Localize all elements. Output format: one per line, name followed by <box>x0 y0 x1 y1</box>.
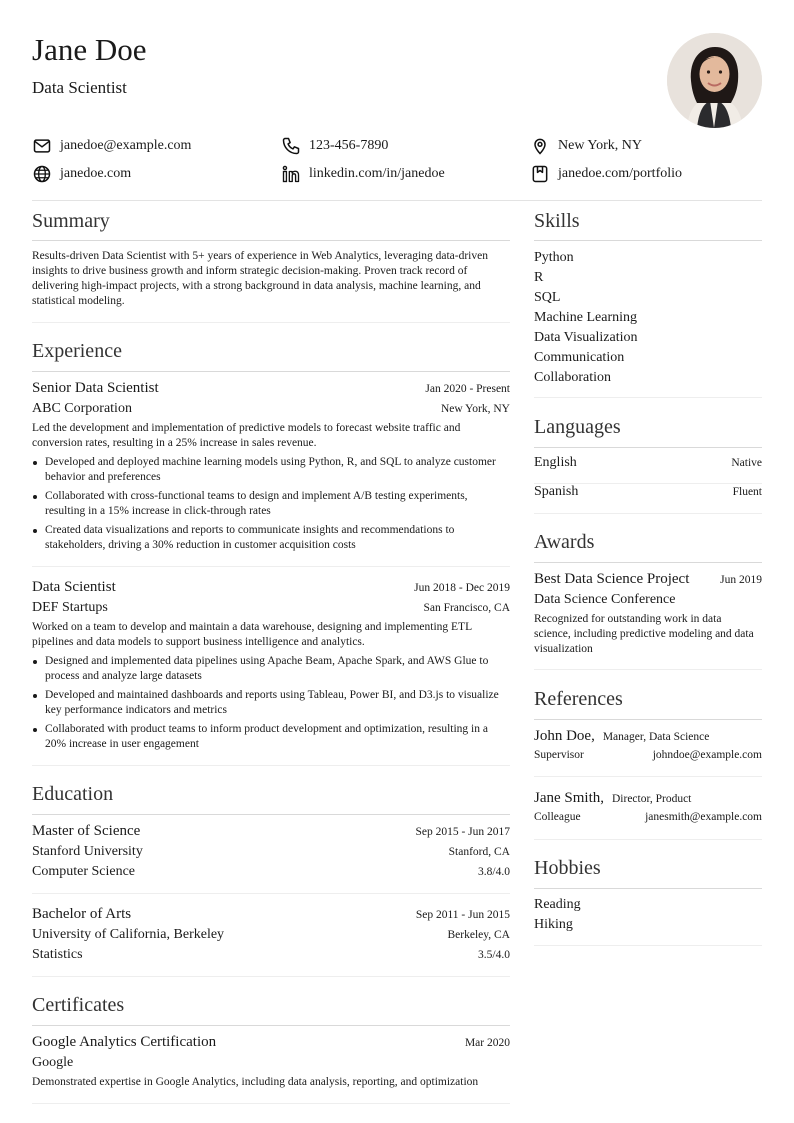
language-name: English <box>534 455 577 470</box>
resume-page <box>32 0 762 1123</box>
summary-text: Results-driven Data Scientist with 5+ years of experience in Web Analytics, leveraging data-driven insights to drive business growth and inform strategic decision-making. Proven track record of delivering high-impact projects, with a strong background in data analysis, machine learning, and statistical modeling. <box>32 250 488 307</box>
bullet-item: Created data visualizations and reports to communicate insights and recommendations to stakeholders, driving a 30% reduction in customer acquisition costs <box>32 523 510 553</box>
award-date: Jun 2019 <box>720 574 762 586</box>
section-divider <box>32 765 510 766</box>
job-location: New York, NY <box>440 403 510 415</box>
skill-item: Python <box>534 250 574 265</box>
languages-heading: Languages <box>534 416 621 438</box>
award-title: Best Data Science Project <box>534 571 690 587</box>
hobbies-heading: Hobbies <box>534 857 601 879</box>
section-divider <box>534 669 762 670</box>
section-divider <box>534 513 762 514</box>
reference-email[interactable]: janesmith@example.com <box>645 811 762 823</box>
reference-relation: Supervisor <box>534 749 584 761</box>
school-name: Stanford University <box>32 844 143 859</box>
certificate-issuer: Google <box>32 1055 74 1070</box>
language-level: Fluent <box>732 486 762 498</box>
award-description: Recognized for outstanding work in data science, including predictive modeling and data visualization <box>534 613 754 655</box>
certificates-rule <box>32 1025 510 1026</box>
edu-dates: Sep 2015 - Jun 2017 <box>415 826 510 838</box>
skills-rule <box>534 240 762 241</box>
summary-rule <box>32 240 510 241</box>
degree: Bachelor of Arts <box>32 906 132 922</box>
hobby-item: Reading <box>534 897 581 912</box>
reference-relation: Colleague <box>534 811 581 823</box>
experience-heading: Experience <box>32 340 122 362</box>
awards-heading: Awards <box>534 531 595 553</box>
job-title: Data Scientist <box>32 78 127 97</box>
main-column <box>32 0 510 1123</box>
section-divider <box>32 976 510 977</box>
job-dates: Jun 2018 - Dec 2019 <box>414 582 510 594</box>
certificate-date: Mar 2020 <box>464 1037 510 1049</box>
job-description: Worked on a team to develop and maintain a data warehouse, designing and implementing ETL pipelines and data models to support business intelligence and analytics. <box>32 621 472 648</box>
languages-rule <box>534 447 762 448</box>
language-level: Native <box>731 457 762 469</box>
job-dates: Jan 2020 - Present <box>425 383 510 395</box>
hobby-item: Hiking <box>534 917 573 932</box>
bullet-item: Developed and maintained dashboards and reports using Tableau, Power BI, and D3.js to visualize key performance indicators and metrics <box>32 688 510 718</box>
bullet-item: Designed and implemented data pipelines using Apache Beam, Apache Spark, and AWS Glue to process and analyze large datasets <box>32 654 510 684</box>
skill-item: Data Visualization <box>534 330 638 345</box>
bullet-item: Collaborated with cross-functional teams to design and implement A/B testing experiments, resulting in a 15% increase in click-through rates <box>32 489 510 519</box>
item-divider <box>32 566 510 567</box>
job-role: Senior Data Scientist <box>32 380 159 396</box>
skill-item: Collaboration <box>534 370 611 385</box>
job-location: San Francisco, CA <box>423 602 510 614</box>
website-text: janedoe.com <box>60 166 132 181</box>
edu-dates: Sep 2011 - Jun 2015 <box>415 909 510 921</box>
skill-item: R <box>534 270 544 285</box>
language-item <box>534 484 762 500</box>
bullet-item: Developed and deployed machine learning models using Python, R, and SQL to analyze customer behavior and preferences <box>32 455 510 485</box>
section-divider <box>534 839 762 840</box>
job-description: Led the development and implementation of predictive models to forecast website traffic and conversion rates, resulting in a 25% increase in sales revenue. <box>32 422 461 449</box>
section-divider <box>534 945 762 946</box>
reference-name: John Doe, <box>534 728 595 744</box>
references-heading: References <box>534 688 623 710</box>
sidebar-column <box>534 0 762 1123</box>
degree: Master of Science <box>32 823 141 839</box>
awards-rule <box>534 562 762 563</box>
reference-position: Manager, Data Science <box>602 731 710 743</box>
language-item <box>534 455 762 471</box>
certificate-name: Google Analytics Certification <box>32 1034 217 1050</box>
experience-rule <box>32 371 510 372</box>
hobbies-rule <box>534 888 762 889</box>
item-divider <box>534 776 762 777</box>
job-bullets <box>32 654 510 756</box>
skill-item: SQL <box>534 290 561 305</box>
field-of-study: Statistics <box>32 947 83 962</box>
edu-location: Berkeley, CA <box>447 929 510 941</box>
location-text: New York, NY <box>558 138 643 153</box>
linkedin-text: linkedin.com/in/janedoe <box>309 166 445 181</box>
item-divider <box>32 893 510 894</box>
job-role: Data Scientist <box>32 579 116 595</box>
job-bullets <box>32 455 510 557</box>
edu-location: Stanford, CA <box>448 846 510 858</box>
section-divider <box>534 397 762 398</box>
field-of-study: Computer Science <box>32 864 136 879</box>
gpa: 3.8/4.0 <box>478 866 510 878</box>
reference-email[interactable]: johndoe@example.com <box>652 749 762 761</box>
award-awarder: Data Science Conference <box>534 592 676 607</box>
company-name: ABC Corporation <box>32 401 132 416</box>
email-text: janedoe@example.com <box>60 138 192 153</box>
certificates-heading: Certificates <box>32 994 125 1016</box>
references-rule <box>534 719 762 720</box>
school-name: University of California, Berkeley <box>32 927 225 942</box>
education-rule <box>32 814 510 815</box>
company-name: DEF Startups <box>32 600 108 615</box>
reference-name: Jane Smith, <box>534 790 604 806</box>
person-name: Jane Doe <box>32 32 147 67</box>
reference-position: Director, Product <box>612 793 692 805</box>
phone-text: 123-456-7890 <box>309 138 389 153</box>
skill-item: Communication <box>534 350 625 365</box>
skills-heading: Skills <box>534 210 580 232</box>
portfolio-text: janedoe.com/portfolio <box>558 166 683 181</box>
bullet-item: Collaborated with product teams to inform product development and optimization, resulting in a 20% increase in user engagement <box>32 722 510 752</box>
section-divider <box>32 1103 510 1104</box>
gpa: 3.5/4.0 <box>478 949 510 961</box>
skill-item: Machine Learning <box>534 310 638 325</box>
certificate-description: Demonstrated expertise in Google Analytics, including data analysis, reporting, and optimization <box>32 1076 479 1088</box>
summary-heading: Summary <box>32 210 110 232</box>
language-name: Spanish <box>534 484 579 499</box>
section-divider <box>32 322 510 323</box>
education-heading: Education <box>32 783 114 805</box>
